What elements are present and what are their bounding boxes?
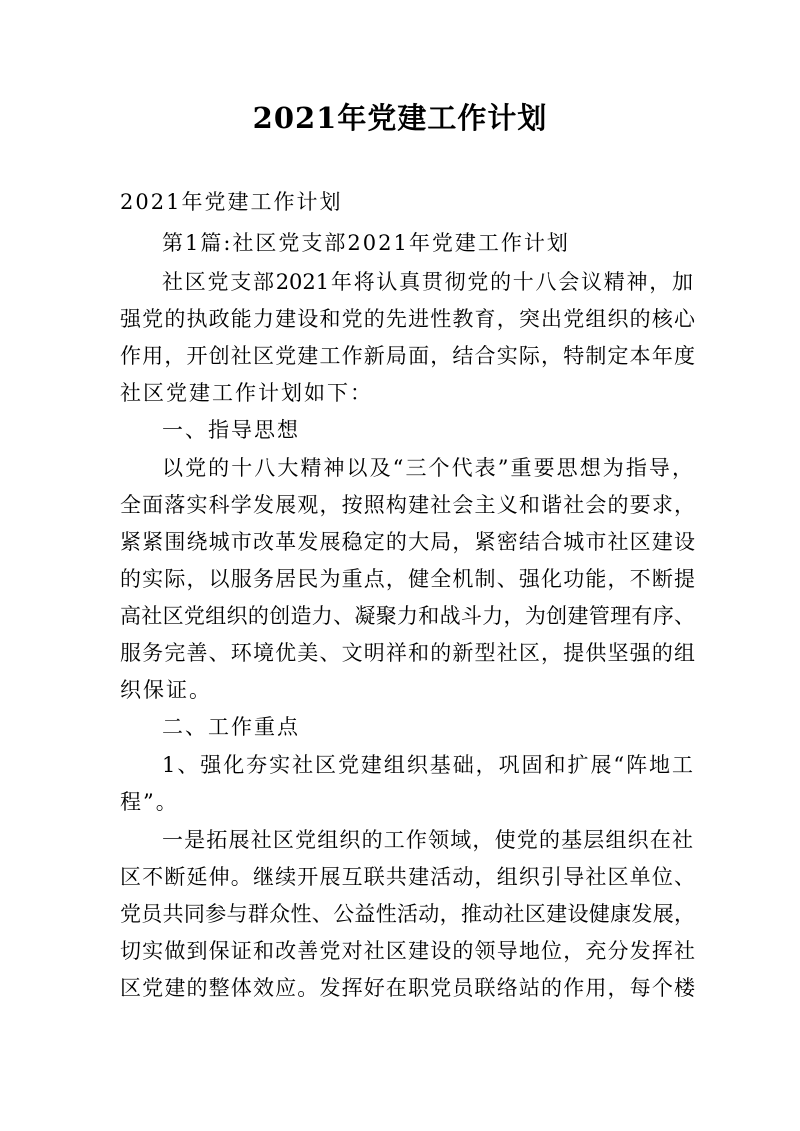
body-line: 第1篇:社区党支部2021年党建工作计划 [162, 231, 570, 255]
body-line: 高社区党组织的创造力、凝聚力和战斗力，为创建管理有序、 [120, 604, 695, 628]
body-line: 一是拓展社区党组织的工作领域，使党的基层组织在社 [162, 828, 693, 852]
body-line: 以党的十八大精神以及“三个代表”重要思想为指导， [162, 456, 693, 480]
body-line: 织保证。 [120, 678, 212, 702]
body-line: 社区党支部2021年将认真贯彻党的十八会议精神，加 [162, 270, 693, 294]
body-line: 强党的执政能力建设和党的先进性教育，突出党组织的核心 [120, 307, 695, 331]
body-line: 区不断延伸。继续开展互联共建活动，组织引导社区单位、 [120, 865, 695, 889]
body-line: 程”。 [120, 790, 179, 814]
body-line: 服务完善、环境优美、文明祥和的新型社区，提供坚强的组 [120, 641, 695, 665]
body-line: 1、强化夯实社区党建组织基础，巩固和扩展“阵地工 [162, 753, 693, 777]
body-line: 社区党建工作计划如下： [120, 381, 373, 405]
body-line: 党员共同参与群众性、公益性活动，推动社区建设健康发展， [120, 902, 695, 926]
body-line: 切实做到保证和改善党对社区建设的领导地位，充分发挥社 [120, 939, 695, 963]
section-heading: 一、指导思想 [162, 418, 300, 442]
body-line: 区党建的整体效应。发挥好在职党员联络站的作用，每个楼 [120, 976, 695, 1000]
section-heading: 二、工作重点 [162, 715, 300, 739]
body-line: 全面落实科学发展观，按照构建社会主义和谐社会的要求， [120, 493, 695, 517]
body-line: 作用，开创社区党建工作新局面，结合实际，特制定本年度 [120, 344, 695, 368]
body-line: 紧紧围绕城市改革发展稳定的大局，紧密结合城市社区建设 [120, 530, 695, 554]
document-title: 2021年党建工作计划 [252, 101, 548, 135]
body-line: 的实际，以服务居民为重点，健全机制、强化功能，不断提 [120, 567, 695, 591]
body-line: 2021年党建工作计划 [120, 190, 343, 214]
